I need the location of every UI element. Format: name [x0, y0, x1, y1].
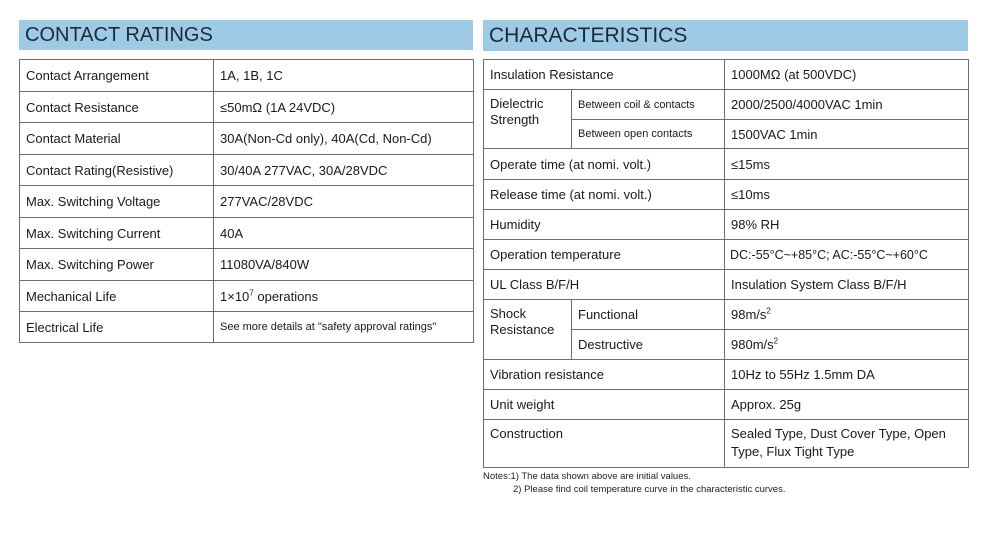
row-label: Contact Resistance [20, 92, 214, 123]
table-row [484, 270, 969, 300]
value-base: 98m/s [731, 307, 767, 322]
row-value: 2000/2500/4000VAC 1min [725, 90, 969, 120]
table-row [484, 390, 969, 420]
row-value: 1A, 1B, 1C [214, 60, 474, 92]
row-value: 98% RH [725, 210, 969, 240]
note-line-2: 2) Please find coil temperature curve in the characteristic curves. [513, 484, 786, 495]
value-suffix: operations [253, 288, 319, 304]
row-label: Contact Rating(Resistive) [20, 155, 214, 186]
row-value: 1000MΩ (at 500VDC) [725, 60, 969, 90]
row-label: Electrical Life [20, 312, 214, 343]
table-row [20, 123, 474, 155]
row-label: Construction [484, 420, 725, 468]
table-row [20, 155, 474, 186]
table-row [484, 149, 969, 180]
row-sublabel: Functional [572, 300, 725, 330]
table-row [484, 210, 969, 240]
row-value: 30A(Non-Cd only), 40A(Cd, Non-Cd) [214, 123, 474, 155]
table-row [20, 92, 474, 123]
row-value: ≤10ms [725, 180, 969, 210]
shock-resistance-label: Shock Resistance [484, 300, 572, 360]
row-label: Max. Switching Voltage [20, 186, 214, 218]
table-row [20, 249, 474, 281]
contact-ratings-table [19, 59, 474, 343]
row-value: Approx. 25g [725, 390, 969, 420]
contact-ratings-title: CONTACT RATINGS [19, 20, 473, 50]
row-label: Contact Material [20, 123, 214, 155]
table-row [484, 240, 969, 270]
row-label: Release time (at nomi. volt.) [484, 180, 725, 210]
row-value: ≤15ms [725, 149, 969, 180]
value-exponent: 7 [249, 288, 254, 298]
row-value [725, 300, 969, 330]
row-sublabel: Destructive [572, 330, 725, 360]
row-value: 10Hz to 55Hz 1.5mm DA [725, 360, 969, 390]
row-value: 40A [214, 218, 474, 249]
row-sublabel: Between open contacts [572, 120, 725, 149]
row-label: Max. Switching Current [20, 218, 214, 249]
row-label: Max. Switching Power [20, 249, 214, 281]
table-row [20, 186, 474, 218]
row-value: DC:-55°C~+85°C; AC:-55°C~+60°C [725, 240, 969, 270]
value-base: 1×10 [220, 288, 250, 304]
row-value: Insulation System Class B/F/H [725, 270, 969, 300]
value-base: 980m/s [731, 337, 774, 352]
row-value: Sealed Type, Dust Cover Type, Open Type, Flux Tight Type [725, 420, 969, 468]
table-row [484, 60, 969, 90]
row-label: Contact Arrangement [20, 60, 214, 92]
row-label: Humidity [484, 210, 725, 240]
row-value: 30/40A 277VAC, 30A/28VDC [214, 155, 474, 186]
dielectric-strength-label: Dielectric Strength [484, 90, 572, 149]
characteristics-title: CHARACTERISTICS [483, 20, 968, 51]
table-row [484, 90, 969, 120]
table-row [20, 281, 474, 312]
row-value [725, 330, 969, 360]
row-label: Vibration resistance [484, 360, 725, 390]
characteristics-table [483, 59, 969, 468]
row-label: Mechanical Life [20, 281, 214, 312]
row-label: Operate time (at nomi. volt.) [484, 149, 725, 180]
row-label: UL Class B/F/H [484, 270, 725, 300]
row-sublabel: Between coil & contacts [572, 90, 725, 120]
table-row [20, 312, 474, 343]
value-exponent: 2 [766, 306, 771, 316]
value-exponent: 2 [773, 336, 779, 346]
row-label: Operation temperature [484, 240, 725, 270]
row-value: 277VAC/28VDC [214, 186, 474, 218]
table-row [484, 300, 969, 330]
table-row [20, 218, 474, 249]
note-line-1: Notes:1) The data shown above are initial values. [483, 471, 691, 482]
row-value: 11080VA/840W [214, 249, 474, 281]
table-row [484, 360, 969, 390]
row-value: See more details at "safety approval ratings" [214, 312, 474, 343]
table-row [484, 180, 969, 210]
table-row [484, 420, 969, 468]
row-value: 1500VAC 1min [725, 120, 969, 149]
row-label: Unit weight [484, 390, 725, 420]
table-row [20, 60, 474, 92]
row-value [214, 281, 474, 312]
row-value: ≤50mΩ (1A 24VDC) [214, 92, 474, 123]
notes [483, 470, 785, 496]
row-label: Insulation Resistance [484, 60, 725, 90]
